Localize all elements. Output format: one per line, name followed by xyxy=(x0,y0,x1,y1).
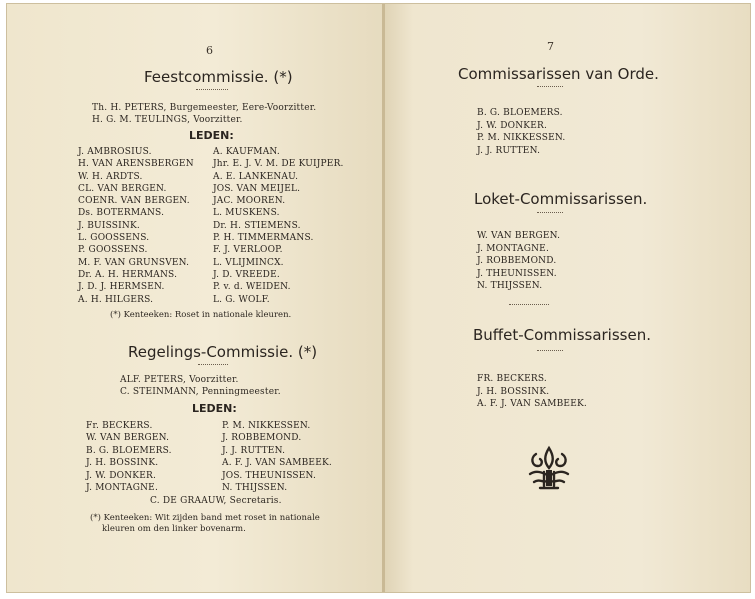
member-name: P. v. d. WEIDEN. xyxy=(213,282,291,293)
member-name: JAC. MOOREN. xyxy=(213,196,286,207)
member-name: J. J. RUTTEN. xyxy=(222,445,286,456)
member-name: L. MUSKENS. xyxy=(213,208,280,219)
member-name: J. ROBBEMOND. xyxy=(222,433,302,444)
member-name: J. W. DONKER. xyxy=(477,120,548,131)
title-divider xyxy=(196,89,228,94)
buffet-title: Buffet-Commissarissen. xyxy=(473,326,651,344)
member-name: FR. BECKERS. xyxy=(477,374,547,384)
feest-leden-label: LEDEN: xyxy=(189,129,234,142)
member-name: N. THIJSSEN. xyxy=(222,482,288,493)
loket-title: Loket-Commissarissen. xyxy=(474,190,648,208)
member-name: J. H. BOSSINK. xyxy=(86,458,159,469)
member-name: J. J. RUTTEN. xyxy=(477,145,541,156)
member-name: H. VAN ARENSBERGEN xyxy=(78,159,194,170)
member-name: L. G. WOLF. xyxy=(213,294,270,305)
feest-footnote: (*) Kenteeken: Roset in nationale kleuren. xyxy=(110,310,292,320)
member-name: Dr. A. H. HERMANS. xyxy=(78,269,178,280)
member-name: A. F. J. VAN SAMBEEK. xyxy=(477,399,587,409)
regelings-treasurer-line: C. STEINMANN, Penningmeester. xyxy=(120,387,281,397)
member-name: A. KAUFMAN. xyxy=(213,147,280,157)
member-name: Dr. H. STIEMENS. xyxy=(213,220,301,231)
member-name: JOS. VAN MEIJEL. xyxy=(213,183,301,194)
member-name: W. VAN BERGEN. xyxy=(477,231,561,241)
member-name: M. F. VAN GRUNSVEN. xyxy=(78,257,190,268)
member-name: L. VLIJMINCX. xyxy=(213,257,284,268)
regelings-leden-label: LEDEN: xyxy=(192,402,237,415)
regelings-secretary-line: C. DE GRAAUW, Secretaris. xyxy=(150,496,282,506)
page-fold xyxy=(382,4,385,592)
loket-members xyxy=(477,230,560,293)
member-name: J. ROBBEMOND. xyxy=(477,256,557,266)
member-name: F. J. VERLOOP. xyxy=(213,245,283,256)
member-name: W. H. ARDTS. xyxy=(78,171,143,182)
section-divider xyxy=(509,304,549,309)
member-name: W. VAN BERGEN. xyxy=(86,433,170,444)
member-name: J. THEUNISSEN. xyxy=(477,268,557,279)
regelings-footnote-line1: (*) Kenteeken: Wit zijden band met roset in nationale xyxy=(90,513,320,523)
member-name: CL. VAN BERGEN. xyxy=(78,183,167,194)
member-name: L. GOOSSENS. xyxy=(78,233,150,244)
regelings-members-col2 xyxy=(222,420,332,494)
buffet-members xyxy=(477,373,587,411)
member-name: J. W. DONKER. xyxy=(86,470,157,481)
member-name: A. F. J. VAN SAMBEEK. xyxy=(222,458,332,469)
feest-members-col2 xyxy=(213,146,344,306)
member-name: A. E. LANKENAU. xyxy=(213,171,299,182)
member-name: J. BUISSINK. xyxy=(78,220,140,231)
orde-title: Commissarissen van Orde. xyxy=(458,65,659,83)
feest-vice-line: H. G. M. TEULINGS, Voorzitter. xyxy=(92,115,243,125)
member-name: P. M. NIKKESSEN. xyxy=(222,421,311,431)
member-name: B. G. BLOEMERS. xyxy=(477,108,563,118)
page-number-right: 7 xyxy=(547,40,554,53)
member-name: Ds. BOTERMANS. xyxy=(78,208,165,219)
member-name: N. THIJSSEN. xyxy=(477,281,543,291)
member-name: COENR. VAN BERGEN. xyxy=(78,196,190,207)
feest-chair-line: Th. H. PETERS, Burgemeester, Eere-Voorzitter. xyxy=(92,103,317,113)
regelings-commissie-title: Regelings-Commissie. (*) xyxy=(128,343,318,361)
member-name: JOS. THEUNISSEN. xyxy=(222,470,317,481)
member-name: B. G. BLOEMERS. xyxy=(86,445,172,456)
member-name: P. H. TIMMERMANS. xyxy=(213,233,314,244)
regelings-chair-line: ALF. PETERS, Voorzitter. xyxy=(120,375,239,385)
title-divider xyxy=(537,86,563,91)
member-name: J. D. VREEDE. xyxy=(213,269,280,280)
feest-members-col1 xyxy=(78,146,194,306)
feestcommissie-title: Feestcommissie. (*) xyxy=(144,68,293,86)
title-divider xyxy=(198,364,228,369)
member-name: P. GOOSSENS. xyxy=(78,245,148,256)
member-name: P. M. NIKKESSEN. xyxy=(477,133,566,143)
regelings-members-col1 xyxy=(86,420,172,494)
member-name: A. H. HILGERS. xyxy=(78,294,154,305)
member-name: J. AMBROSIUS. xyxy=(78,147,152,157)
member-name: J. MONTAGNE. xyxy=(477,243,550,254)
orde-members xyxy=(477,107,565,157)
member-name: J. H. BOSSINK. xyxy=(477,386,550,397)
member-name: J. MONTAGNE. xyxy=(86,482,159,493)
member-name: Fr. BECKERS. xyxy=(86,421,153,431)
member-name: J. D. J. HERMSEN. xyxy=(78,282,165,293)
regelings-footnote-line2: kleuren om den linker bovenarm. xyxy=(102,524,246,534)
title-divider xyxy=(537,350,563,355)
right-page xyxy=(384,4,750,592)
floral-ornament-icon xyxy=(526,444,572,490)
page-number-left: 6 xyxy=(206,44,213,57)
title-divider xyxy=(537,212,563,217)
member-name: Jhr. E. J. V. M. DE KUIJPER. xyxy=(213,159,344,170)
